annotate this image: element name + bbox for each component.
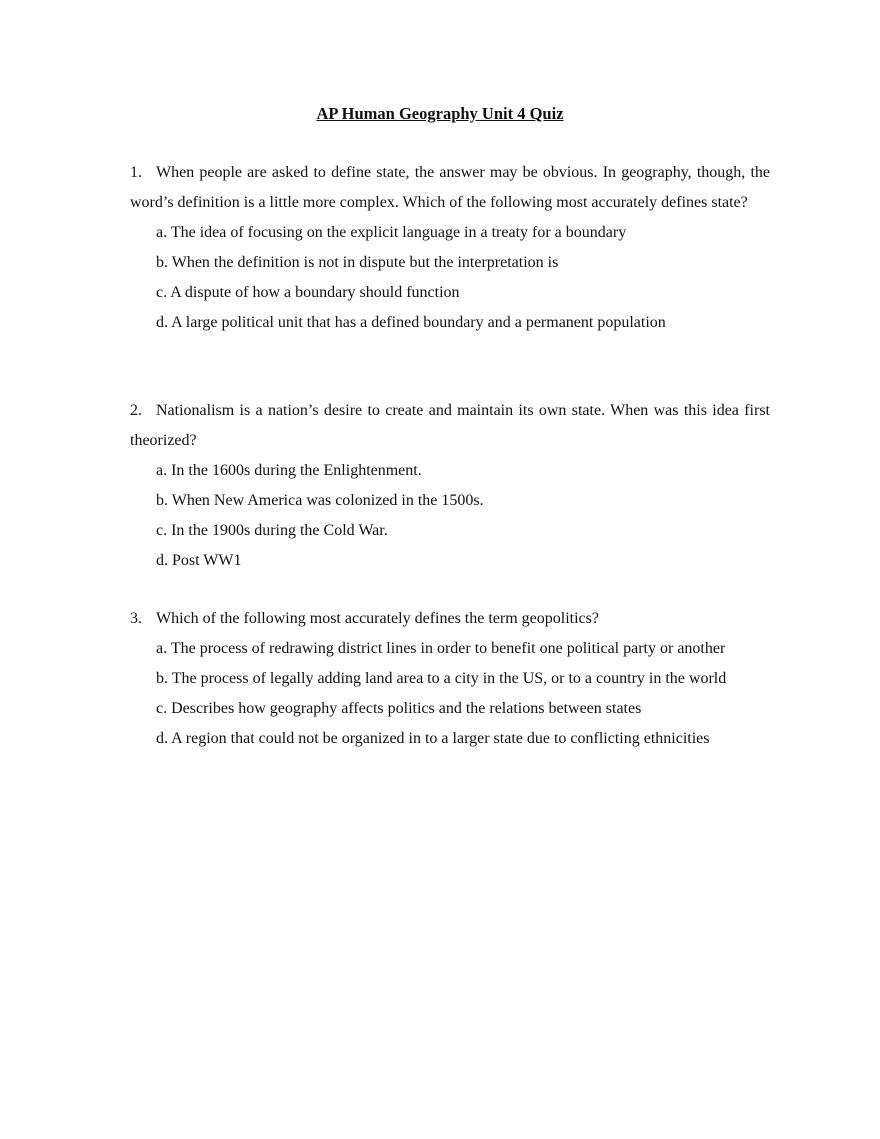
question-2 (130, 396, 770, 576)
answer-option-a: a. The process of redrawing district lines in order to benefit one political party or another (156, 640, 726, 657)
question-prompt (130, 158, 770, 218)
answer-options (130, 634, 770, 754)
question-number: 1. (130, 164, 142, 181)
question-3 (130, 604, 770, 754)
question-text: Nationalism is a nation’s desire to create and maintain its own state. When was this idea first theorized? (130, 402, 770, 449)
answer-options (130, 218, 770, 338)
question-text: Which of the following most accurately defines the term geopolitics? (156, 610, 599, 627)
answer-option-b: b. When the definition is not in dispute but the interpretation is (156, 254, 559, 271)
answer-option-c: c. A dispute of how a boundary should function (156, 284, 460, 301)
answer-option-d: d. A region that could not be organized in to a larger state due to conflicting ethnicities (156, 730, 710, 747)
question-number: 3. (130, 610, 142, 627)
question-prompt (130, 396, 770, 456)
answer-option-d: d. Post WW1 (156, 552, 242, 569)
answer-option-c: c. Describes how geography affects politics and the relations between states (156, 700, 642, 717)
answer-option-d: d. A large political unit that has a defined boundary and a permanent population (156, 314, 666, 331)
question-number: 2. (130, 402, 142, 419)
answer-option-b: b. The process of legally adding land area to a city in the US, or to a country in the world (156, 670, 727, 687)
question-prompt (130, 604, 770, 634)
question-text: When people are asked to define state, the answer may be obvious. In geography, though, the word’s definition is a little more complex. Which of the following most accurately defines state? (130, 164, 770, 211)
answer-option-a: a. In the 1600s during the Enlightenment. (156, 462, 422, 479)
page-title: AP Human Geography Unit 4 Quiz (316, 104, 564, 123)
question-1 (130, 158, 770, 338)
answer-option-a: a. The idea of focusing on the explicit language in a treaty for a boundary (156, 224, 627, 241)
answer-options (130, 456, 770, 576)
answer-option-b: b. When New America was colonized in the 1500s. (156, 492, 484, 509)
answer-option-c: c. In the 1900s during the Cold War. (156, 522, 388, 539)
